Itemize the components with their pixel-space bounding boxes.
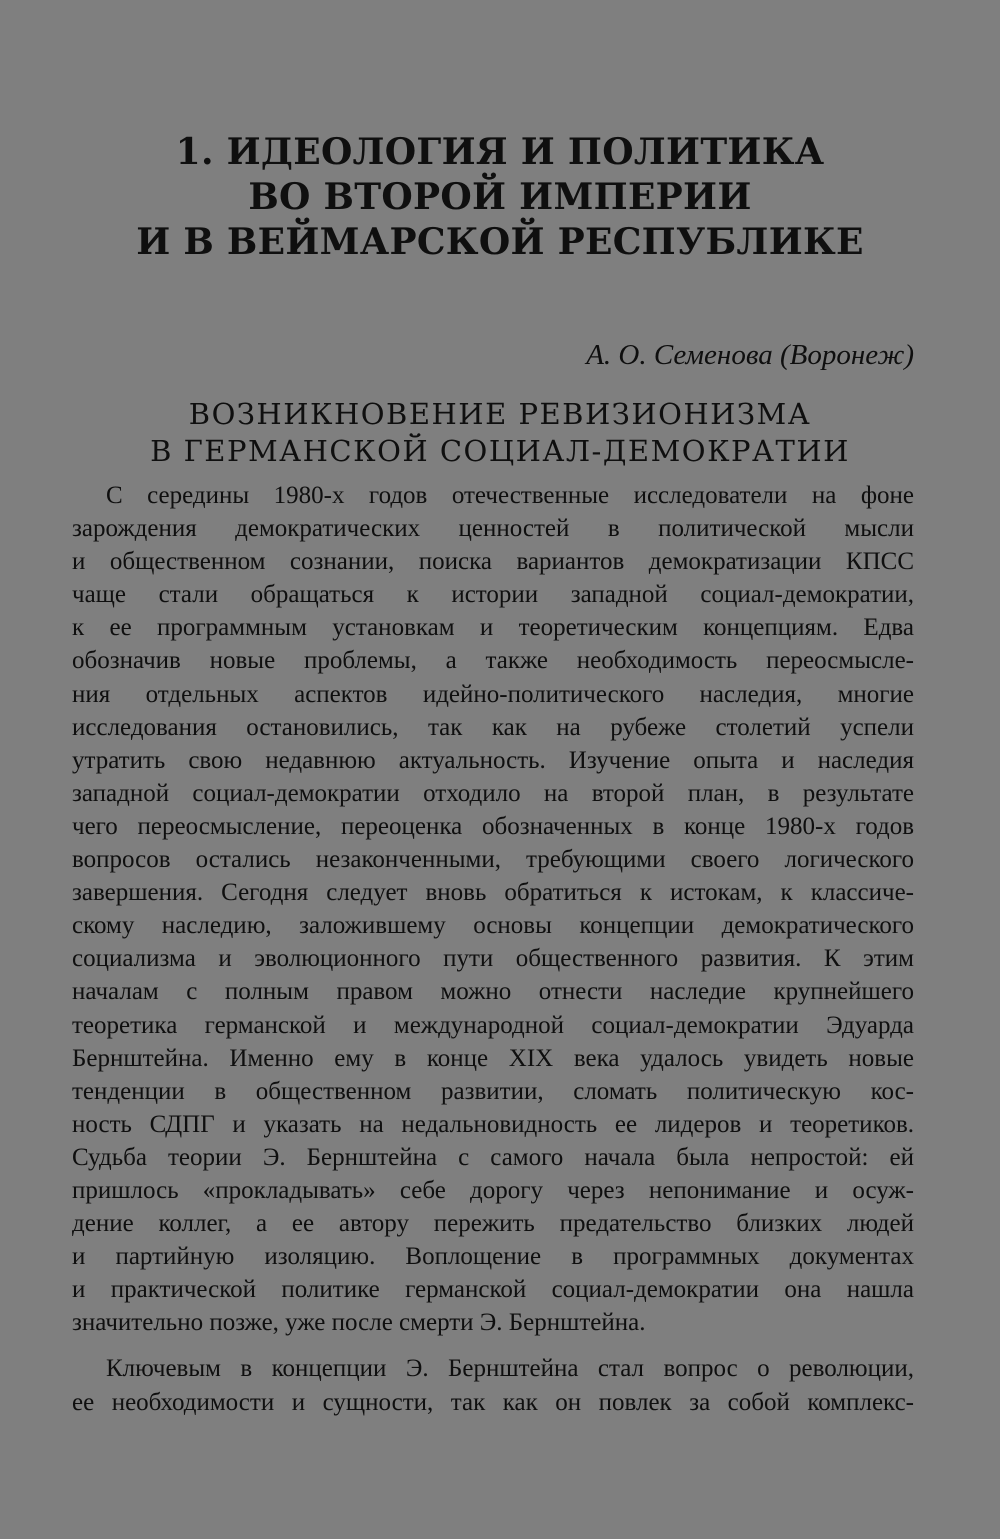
article-title-line: ВОЗНИКНОВЕНИЕ РЕВИЗИОНИЗМА xyxy=(188,397,812,431)
text-line: Ключевым в концепции Э. Бернштейна стал вопрос о революции, xyxy=(106,1355,914,1383)
text-line: и практической политике германской социал-демократии она нашла xyxy=(72,1276,914,1304)
chapter-title-line: 1. ИДЕОЛОГИЯ И ПОЛИТИКА xyxy=(175,131,825,173)
article-title-line: В ГЕРМАНСКОЙ СОЦИАЛ-ДЕМОКРАТИИ xyxy=(150,434,850,468)
chapter-title-line: И В ВЕЙМАРСКОЙ РЕСПУБЛИКЕ xyxy=(136,221,864,263)
text-line: скому наследию, заложившему основы концепции демократического xyxy=(72,912,914,940)
text-line: чего переосмысление, переоценка обозначенных в конце 1980-х годов xyxy=(72,812,914,840)
paragraph xyxy=(72,479,914,1339)
text-line: утратить свою недавнюю актуальность. Изучение опыта и наследия xyxy=(72,746,914,774)
text-line: и партийную изоляцию. Воплощение в программных документах xyxy=(72,1243,914,1271)
text-line: Судьба теории Э. Бернштейна с самого начала была непростой: ей xyxy=(72,1143,914,1171)
text-line: исследования остановились, так как на рубеже столетий успели xyxy=(72,713,914,741)
text-line: социализма и эволюционного пути общественного развития. К этим xyxy=(72,945,914,973)
author-byline: А. О. Семенова (Воронеж) xyxy=(586,339,914,371)
text-line: теоретика германской и международной социал-демократии Эдуарда xyxy=(72,1011,914,1039)
text-line: С середины 1980-х годов отечественные исследователи на фоне xyxy=(106,482,914,509)
text-line: ность СДПГ и указать на недальновидность ее лидеров и теоретиков. xyxy=(72,1110,914,1138)
text-line: дение коллег, а ее автору пережить предательство близких людей xyxy=(72,1210,914,1238)
text-line: к ее программным установкам и теоретическим концепциям. Едва xyxy=(72,614,914,642)
text-line: и общественном сознании, поиска вариантов демократизации КПСС xyxy=(72,548,914,576)
text-line: Бернштейна. Именно ему в конце XIX века удалось увидеть новые xyxy=(72,1044,914,1072)
chapter-title xyxy=(60,130,940,265)
paragraph xyxy=(72,1352,914,1418)
text-line: вопросов остались незаконченными, требующими своего логического xyxy=(72,846,914,874)
text-line: ее необходимости и сущности, так как он повлек за собой комплекс- xyxy=(72,1388,914,1416)
text-line: завершения. Сегодня следует вновь обратиться к истокам, к классиче- xyxy=(72,879,914,907)
text-line: ния отдельных аспектов идейно-политического наследия, многие xyxy=(72,680,914,708)
text-line: обозначив новые проблемы, а также необходимость переосмысле- xyxy=(72,647,914,675)
article-title xyxy=(60,396,940,470)
body-text xyxy=(72,479,914,1419)
text-line: западной социал-демократии отходило на второй план, в результате xyxy=(72,779,914,807)
text-line: значительно позже, уже после смерти Э. Бернштейна. xyxy=(72,1309,646,1337)
text-line: пришлось «прокладывать» себе дорогу через непонимание и осуж- xyxy=(72,1176,914,1204)
text-line: тенденции в общественном развитии, сломать политическую кос- xyxy=(72,1077,914,1105)
text-line: чаще стали обращаться к истории западной социал-демократии, xyxy=(72,581,914,609)
chapter-title-line: ВО ВТОРОЙ ИМПЕРИИ xyxy=(248,176,752,218)
text-line: началам с полным правом можно отнести наследие крупнейшего xyxy=(72,978,914,1006)
text-line: зарождения демократических ценностей в политической мысли xyxy=(72,515,914,543)
